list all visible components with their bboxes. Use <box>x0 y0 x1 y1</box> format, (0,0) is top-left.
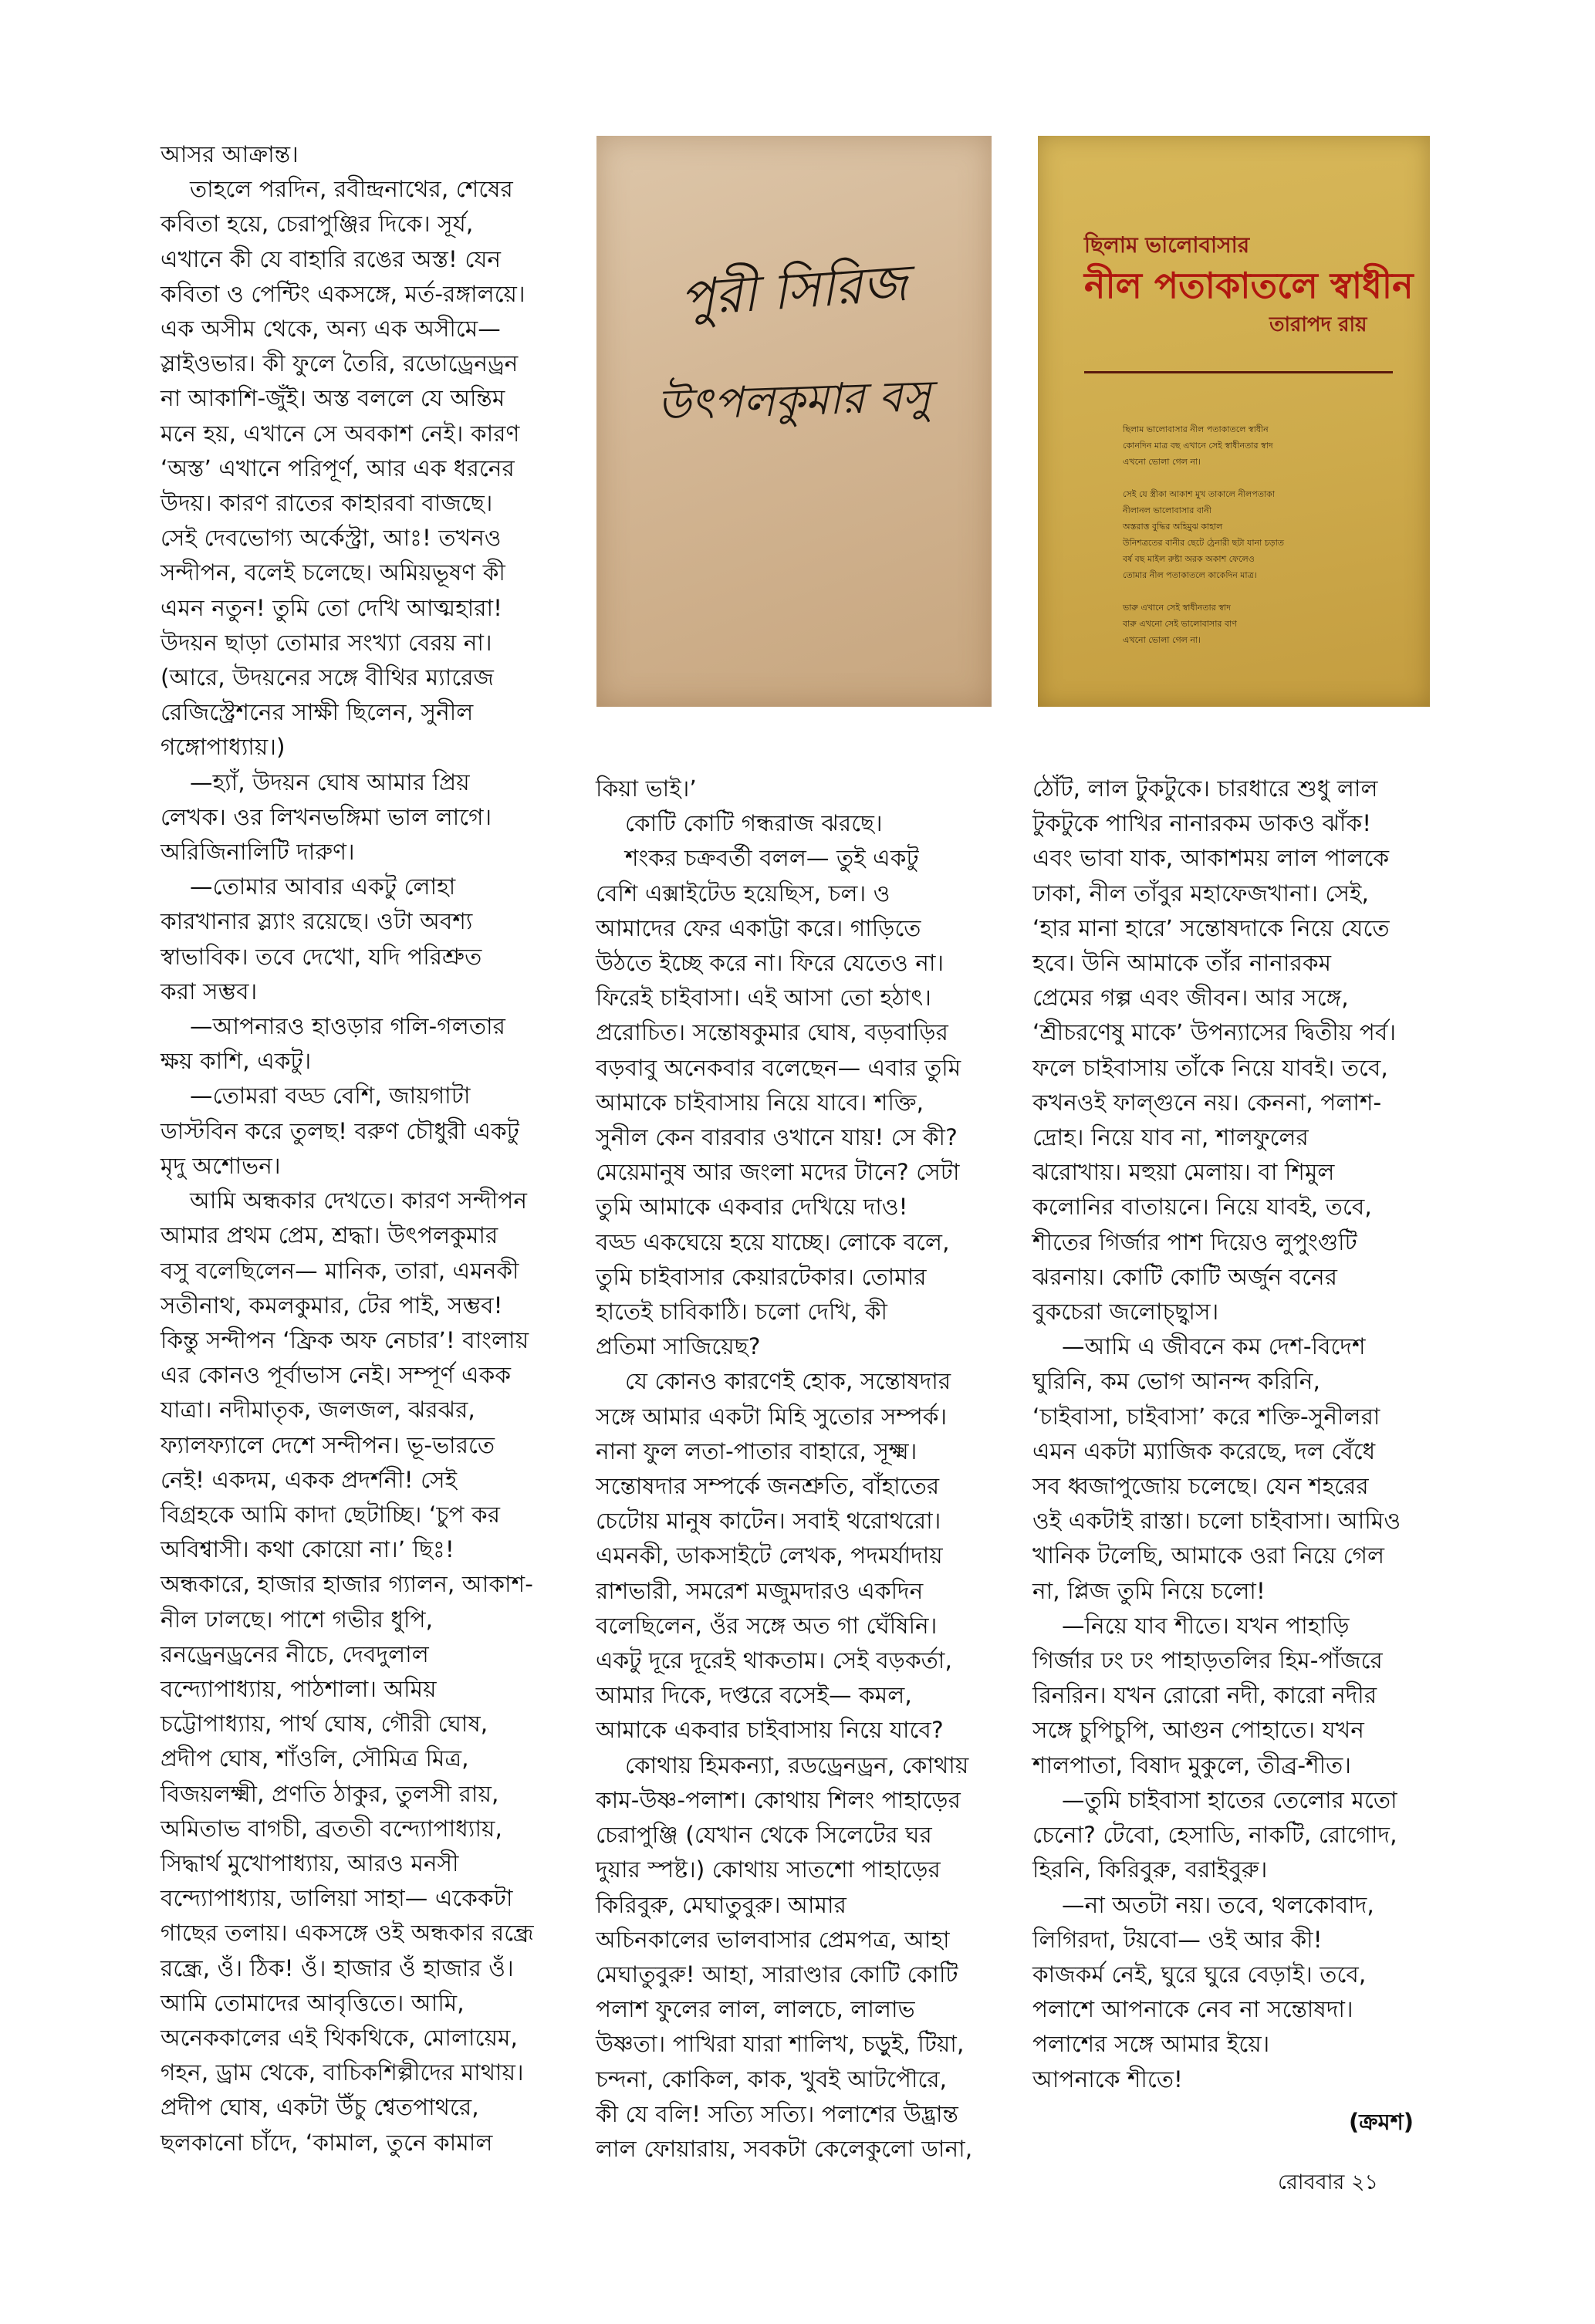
cover2-title: নীল পতাকাতলে স্বাধীন <box>1084 265 1414 306</box>
col1-line: না আকাশি-জুঁই। অস্ত বললে যে অন্তিম <box>161 385 505 412</box>
cover2-author: তারাপদ রায় <box>1269 313 1367 336</box>
col1-line: করা সম্ভব। <box>161 978 258 1005</box>
col1-line: উদয়। কারণ রাতের কাহারবা বাজছে। <box>161 490 493 517</box>
col3-line: দ্রোহ। নিয়ে যাব না, শালফুলের <box>1032 1124 1309 1151</box>
col1-line: অনেককালের এই থিকথিকে, মোলায়েম, <box>161 2024 518 2051</box>
cover1-author: উৎপলকুমার বসু <box>656 370 932 431</box>
col2-line: বলেছিলেন, ওঁর সঙ্গে অত গা ঘেঁষিনি। <box>596 1612 938 1639</box>
col3-line: পলাশে আপনাকে নেব না সন্তোষদা। <box>1032 1996 1353 2023</box>
col1-line: যাত্রা। নদীমাতৃক, জলজল, ঝরঝর, <box>161 1397 475 1424</box>
page-folio: রোববার ২১ <box>1278 2170 1379 2194</box>
col3-line: হিরনি, কিরিবুরু, বরাইবুরু। <box>1032 1856 1268 1883</box>
col2-line: অচিনকালের ভালবাসার প্রেমপত্র, আহা <box>596 1926 950 1953</box>
col2-line: আমাকে একবার চাইবাসায় নিয়ে যাবে? <box>596 1717 944 1744</box>
col1-line: প্রদীপ ঘোষ, একটা উঁচু শ্বেতপাথরে, <box>161 2094 479 2121</box>
col1-line: সতীনাথ, কমলকুমার, টের পাই, সম্ভব! <box>161 1292 503 1319</box>
col2-line: হাতেই চাবিকাঠি। চলো দেখি, কী <box>596 1299 888 1326</box>
col2-line: নানা ফুল লতা-পাতার বাহারে, সূক্ষ্ম। <box>596 1437 917 1464</box>
col2-line: কিরিবুরু, মেঘাতুবুরু। আমার <box>596 1891 846 1918</box>
cover1-title: পুরী সিরিজ <box>678 253 910 329</box>
col2-line: ফিরেই চাইবাসা। এই আসা তো হঠাৎ। <box>596 985 931 1012</box>
col3-line: —না অতটা নয়। তবে, থলকোবাদ, <box>1062 1891 1374 1918</box>
col1-line: বন্দ্যোপাধ্যায়, ডালিয়া সাহা— একেকটা <box>161 1885 513 1912</box>
col2-line: কাম-উষ্ণ-পলাশ। কোথায় শিলং পাহাড়ের <box>596 1786 961 1813</box>
col3-line: ঠোঁট, লাল টুকটুকে। চারধারে শুধু লাল <box>1032 775 1378 802</box>
col3-line: বুকচেরা জলোচ্ছ্বাস। <box>1032 1299 1219 1326</box>
continued-marker: (ক্রমশ) <box>1349 2109 1414 2135</box>
col2-line: মেয়েমানুষ আর জংলা মদের টানে? সেটা <box>596 1159 960 1186</box>
col3-line: ফলে চাইবাসায় তাঁকে নিয়ে যাবই। তবে, <box>1032 1054 1388 1081</box>
cover2-divider <box>1084 371 1393 373</box>
col1-line: স্লাইওভার। কী ফুলে তৈরি, রডোড্রেনড্রন <box>161 350 519 377</box>
col1-line: গহন, ড্রাম থেকে, বাচিকশিল্পীদের মাথায়। <box>161 2059 524 2086</box>
col3-line: কখনওই ফাল্গুনে নয়। কেননা, পলাশ- <box>1032 1089 1382 1116</box>
col3-line: ‘চাইবাসা, চাইবাসা’ করে শক্তি-সুনীলরা <box>1032 1403 1380 1430</box>
col1-line: বন্দ্যোপাধ্যায়, পাঠশালা। অমিয় <box>161 1675 437 1702</box>
col1-line: উদয়ন ছাড়া তোমার সংখ্যা বেরয় না। <box>161 629 492 656</box>
col2-line: তুমি আমাকে একবার দেখিয়ে দাও! <box>596 1194 908 1221</box>
col2-line: কিয়া ভাই।’ <box>596 775 697 802</box>
col1-line: ‘অস্ত’ এখানে পরিপূর্ণ, আর এক ধরনের <box>161 454 515 481</box>
col2-line: সন্তোষদার সম্পর্কে জনশ্রুতি, বাঁহাতের <box>596 1473 940 1500</box>
col3-line: এবং ভাবা যাক, আকাশময় লাল পালকে <box>1032 845 1390 872</box>
col1-line: বিগ্রহকে আমি কাদা ছেটাচ্ছি। ‘চুপ কর <box>161 1501 501 1528</box>
col3-line: ওই একটাই রাস্তা। চলো চাইবাসা। আমিও <box>1032 1508 1401 1535</box>
col2-line: চন্দনা, কোকিল, কাক, খুবই আটপৌরে, <box>596 2066 948 2093</box>
col3-line: টুকটুকে পাখির নানারকম ডাকও ঝাঁক! <box>1032 810 1372 837</box>
col2-line: কোথায় হিমকন্যা, রডড্রেনড্রন, কোথায় <box>625 1751 969 1778</box>
col3-line: কাজকর্ম নেই, ঘুরে ঘুরে বেড়াই। তবে, <box>1032 1961 1367 1988</box>
col3-line: শীতের গির্জার পাশ দিয়েও লুপুংগুটি <box>1032 1228 1357 1255</box>
col2-line: দুয়ার স্পষ্ট।) কোথায় সাতশো পাহাড়ের <box>596 1856 941 1883</box>
col1-line: —তোমার আবার একটু লোহা <box>190 873 456 900</box>
article-column-1 <box>161 137 577 2160</box>
col2-line: যে কোনও কারণেই হোক, সন্তোষদার <box>625 1368 951 1395</box>
col1-line: সিদ্ধার্থ মুখোপাধ্যায়, আরও মনসী <box>161 1849 459 1876</box>
col3-line: পলাশের সঙ্গে আমার ইয়ে। <box>1032 2031 1270 2058</box>
col1-line: রেজিস্ট্রেশনের সাক্ষী ছিলেন, সুনীল <box>161 699 474 726</box>
col3-line: ঝরনায়। কোটি কোটি অর্জুন বনের <box>1032 1263 1338 1290</box>
col1-line: —হ্যাঁ, উদয়ন ঘোষ আমার প্রিয় <box>190 768 470 795</box>
col2-line: চেটোয় মানুষ কাটেন। সবাই থরোথরো। <box>596 1508 941 1535</box>
col2-line: আমাকে চাইবাসায় নিয়ে যাবে। শক্তি, <box>596 1089 924 1116</box>
col1-line: বসু বলেছিলেন— মানিক, তারা, এমনকী <box>161 1257 519 1284</box>
col1-line: ক্ষয় কাশি, একটু। <box>161 1048 312 1075</box>
book-cover-nil-patakatale <box>1038 136 1430 707</box>
article-column-2 <box>596 772 1012 2167</box>
col2-line: কোটি কোটি গন্ধরাজ ঝরছে। <box>625 810 883 837</box>
col1-line: ডাস্টবিন করে তুলছ! বরুণ চৌধুরী একটু <box>161 1117 519 1144</box>
col2-line: আমাদের ফের একাট্টা করে। গাড়িতে <box>596 914 921 941</box>
col2-line: উঠতে ইচ্ছে করে না। ফিরে যেতেও না। <box>596 950 944 977</box>
col3-line: শালপাতা, বিষাদ মুকুলে, তীব্র-শীত। <box>1032 1751 1352 1778</box>
col3-line: খানিক টলেছি, আমাকে ওরা নিয়ে গেল <box>1032 1542 1385 1569</box>
col3-line: ‘শ্রীচরণেষু মাকে’ উপন্যাসের দ্বিতীয় পর্ব। <box>1032 1019 1397 1046</box>
col3-line: এমন একটা ম্যাজিক করেছে, দল বেঁধে <box>1032 1437 1376 1464</box>
col1-line: তাহলে পরদিন, রবীন্দ্রনাথের, শেষের <box>190 176 513 203</box>
col3-line: কলোনির বাতায়নে। নিয়ে যাবই, তবে, <box>1032 1194 1372 1221</box>
col3-line: হবে। উনি আমাকে তাঁর নানারকম <box>1032 950 1332 977</box>
col1-line: আমার প্রথম প্রেম, শ্রদ্ধা। উৎপলকুমার <box>161 1222 498 1249</box>
col1-line: সন্দীপন, বলেই চলেছে। অমিয়ভূষণ কী <box>161 559 505 586</box>
col1-line: নীল ঢালছে। পাশে গভীর ধুপি, <box>161 1606 434 1633</box>
col2-line: বেশি এক্সাইটেড হয়েছিস, চল। ও <box>596 880 890 907</box>
col1-line: রনড্রেনড্রনের নীচে, দেবদুলাল <box>161 1640 429 1667</box>
col1-line: চট্টোপাধ্যায়, পার্থ ঘোষ, গৌরী ঘোষ, <box>161 1711 488 1738</box>
col1-line: গাছের তলায়। একসঙ্গে ওই অন্ধকার রন্ধ্রে <box>161 1920 534 1947</box>
col2-line: বড্ড একঘেয়ে হয়ে যাচ্ছে। লোকে বলে, <box>596 1228 950 1255</box>
cover2-blurb: ছিলাম ভালোবাসার নীল পতাকাতলে স্বাধীন কোনদিন মাত্র বছ এখানে সেই স্বাধীনতার স্বাদ এখনো ভোলা গেল না। সেই যে স্ত্রীকা আকাশ মুখ তাকালে নীলপতাকা নীলানল ভালোবাসার বানী অস্তরাত্ত বুদ্ধির অহিমুঝ কাহাল উনিশত্রতের বানীর ছেটে ঠ্রেনারী ছটা যানা চড়াত বর্ষ বছ মাইল রুষ্টা অরক অকাশ ফেলেও তোমার নীল পতাকাতলে কাকেদিন মাত্র। ভারু এখানে সেই স্বাধীনতার স্বাদ বারু এখনো সেই ভালোবাসার বাণ এখনো ভোলা গেল না। <box>1123 424 1285 645</box>
col3-line: —নিয়ে যাব শীতে। যখন পাহাড়ি <box>1062 1612 1350 1639</box>
col1-line: মৃদু অশোভন। <box>161 1152 281 1179</box>
col3-line: সঙ্গে চুপিচুপি, আগুন পোহাতে। যখন <box>1032 1717 1364 1744</box>
col1-line: অমিতাভ বাগচী, ব্রততী বন্দ্যোপাধ্যায়, <box>161 1815 502 1842</box>
col3-line: রিনরিন। যখন রোরো নদী, কারো নদীর <box>1032 1682 1377 1709</box>
col3-line: চেনো? টেবো, হেসাডি, নাকটি, রোগোদ, <box>1032 1822 1397 1849</box>
col1-line: কবিতা ও পেন্টিং একসঙ্গে, মর্ত-রঙ্গালয়ে। <box>161 280 525 307</box>
col1-line: লেখক। ওর লিখনভঙ্গিমা ভাল লাগে। <box>161 803 492 830</box>
col3-line: ঝরোখায়। মহুয়া মেলায়। বা শিমুল <box>1032 1159 1335 1186</box>
col1-line: কিন্তু সন্দীপন ‘ফ্রিক অফ নেচার’! বাংলায় <box>161 1326 529 1353</box>
col3-line: —আমি এ জীবনে কম দেশ-বিদেশ <box>1062 1333 1366 1360</box>
col1-line: —আপনারও হাওড়ার গলি-গলতার <box>190 1013 505 1040</box>
col2-line: আমার দিকে, দপ্তরে বসেই— কমল, <box>596 1682 912 1709</box>
col3-line: ঢাকা, নীল তাঁবুর মহাফেজখানা। সেই, <box>1032 880 1369 907</box>
col2-line: সঙ্গে আমার একটা মিহি সুতোর সম্পর্ক। <box>596 1403 948 1430</box>
col3-line: প্রেমের গল্প এবং জীবন। আর সঙ্গে, <box>1032 985 1349 1012</box>
col2-line: সুনীল কেন বারবার ওখানে যায়! সে কী? <box>596 1124 958 1151</box>
col2-line: পলাশ ফুলের লাল, লালচে, লালাভ <box>596 1996 915 2023</box>
col1-line: আসর আক্রান্ত। <box>161 141 299 167</box>
col2-line: লাল ফোয়ারায়, সবকটা কেলেকুলো ডানা, <box>596 2135 973 2162</box>
col1-line: অবিশ্বাসী। কথা কোয়ো না।’ ছিঃ! <box>161 1536 455 1563</box>
col2-line: তুমি চাইবাসার কেয়ারটেকার। তোমার <box>596 1263 927 1290</box>
col1-line: কারখানার স্ল্যাং রয়েছে। ওটা অবশ্য <box>161 908 473 935</box>
col1-line: প্রদীপ ঘোষ, শাঁওলি, সৌমিত্র মিত্র, <box>161 1745 469 1772</box>
col1-line: এখানে কী যে বাহারি রঙের অস্ত! যেন <box>161 245 502 272</box>
book-cover-puri-series <box>596 136 992 707</box>
col2-line: মেঘাতুবুরু! আহা, সারাণ্ডার কোটি কোটি <box>596 1961 958 1988</box>
col2-line: রাশভারী, সমরেশ মজুমদারও একদিন <box>596 1577 924 1604</box>
col1-line: আমি তোমাদের আবৃত্তিতে। আমি, <box>161 1989 465 2016</box>
col1-line: রন্ধ্রে, ওঁ। ঠিক! ওঁ। হাজার ওঁ হাজার ওঁ। <box>161 1954 514 1981</box>
article-column-3 <box>1032 772 1449 2097</box>
col1-line: অরিজিনালিটি দারুণ। <box>161 839 355 866</box>
col2-line: শংকর চক্রবর্তী বলল— তুই একটু <box>625 845 919 872</box>
col1-line: ফ্যালফ্যালে দেশে সন্দীপন। ভূ-ভারতে <box>161 1431 495 1458</box>
col1-line: —তোমরা বড্ড বেশি, জায়গাটা <box>190 1083 471 1110</box>
col3-line: —তুমি চাইবাসা হাতের তেলোর মতো <box>1062 1786 1397 1813</box>
col1-line: এমন নতুন! তুমি তো দেখি আত্মহারা! <box>161 594 503 621</box>
col1-line: নেই! একদম, একক প্রদর্শনী! সেই <box>161 1466 458 1493</box>
col3-line: ‘হার মানা হারে’ সন্তোষদাকে নিয়ে যেতে <box>1032 914 1390 941</box>
col2-line: চেরাপুঞ্জি (যেখান থেকে সিলেটের ঘর <box>596 1822 932 1849</box>
col1-line: স্বাভাবিক। তবে দেখো, যদি পরিশ্রুত <box>161 943 482 970</box>
col2-line: এমনকী, ডাকসাইটে লেখক, পদমর্যাদায় <box>596 1542 943 1569</box>
col2-line: উষ্ণতা। পাখিরা যারা শালিখ, চড়ুই, টিয়া, <box>596 2031 965 2058</box>
col1-line: গঙ্গোপাধ্যায়।) <box>161 734 286 761</box>
col1-line: অন্ধকারে, হাজার হাজার গ্যালন, আকাশ- <box>161 1571 533 1598</box>
col3-line: আপনাকে শীতে! <box>1032 2066 1183 2093</box>
col3-line: সব ধ্বজাপুজোয় চলেছে। যেন শহরের <box>1032 1473 1369 1500</box>
col1-line: বিজয়লক্ষ্মী, প্রণতি ঠাকুর, তুলসী রায়, <box>161 1780 499 1807</box>
col2-line: বড়বাবু অনেকবার বলেছেন— এবার তুমি <box>596 1054 961 1081</box>
col1-line: (আরে, উদয়নের সঙ্গে বীথির ম্যারেজ <box>161 664 495 691</box>
col1-line: এক অসীম থেকে, অন্য এক অসীমে— <box>161 316 501 343</box>
col1-line: আমি অন্ধকার দেখতে। কারণ সন্দীপন <box>190 1187 528 1214</box>
col1-line: এর কোনও পূর্বাভাস নেই। সম্পূর্ণ একক <box>161 1362 512 1389</box>
col3-line: ঘুরিনি, কম ভোগ আনন্দ করিনি, <box>1032 1368 1320 1395</box>
col1-line: ছলকানো চাঁদে, ‘কামাল, তুনে কামাল <box>161 2129 493 2156</box>
col1-line: সেই দেবভোগ্য অর্কেস্ট্রা, আঃ! তখনও <box>161 525 502 552</box>
col3-line: না, প্লিজ তুমি নিয়ে চলো! <box>1032 1577 1266 1604</box>
col2-line: কী যে বলি! সত্যি সত্যি। পলাশের উদ্ভ্রান্ত <box>596 2100 958 2127</box>
col2-line: প্ররোচিত। সন্তোষকুমার ঘোষ, বড়বাড়ির <box>596 1019 948 1046</box>
col2-line: প্রতিমা সাজিয়েছ? <box>596 1333 761 1360</box>
col1-line: মনে হয়, এখানে সে অবকাশ নেই। কারণ <box>161 420 520 447</box>
cover2-subtitle: ছিলাম ভালোবাসার <box>1084 232 1250 258</box>
col3-line: গির্জার ঢং ঢং পাহাড়তলির হিম-পাঁজরে <box>1032 1647 1383 1674</box>
col3-line: লিগিরদা, টয়বো— ওই আর কী! <box>1032 1926 1323 1953</box>
col1-line: কবিতা হয়ে, চেরাপুঞ্জির দিকে। সূর্য, <box>161 211 474 238</box>
col2-line: একটু দূরে দূরেই থাকতাম। সেই বড়কর্তা, <box>596 1647 952 1674</box>
